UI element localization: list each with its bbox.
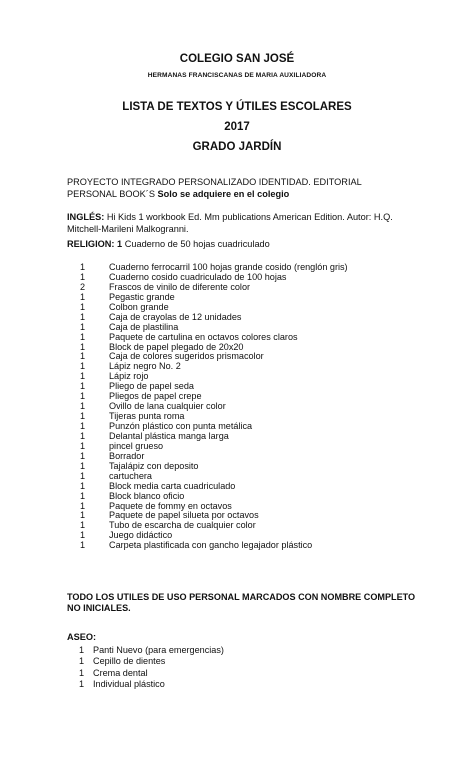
- religion-label: RELIGION:: [67, 239, 115, 249]
- list-item: [0, 501, 474, 511]
- list-item: [0, 668, 474, 679]
- list-item: [0, 421, 474, 431]
- item-quantity: 1: [80, 460, 86, 471]
- list-item: [0, 342, 474, 352]
- item-description: Lápiz rojo: [109, 371, 149, 382]
- item-description: Tajalápiz con deposito: [109, 460, 199, 471]
- item-description: Cuaderno cosido cuadriculado de 100 hojas: [109, 271, 287, 282]
- school-name: COLEGIO SAN JOSÉ: [179, 53, 295, 65]
- item-description: Punzón plástico con punta metálica: [109, 421, 253, 431]
- item-description: Borrador: [109, 450, 145, 461]
- item-quantity: 1: [80, 291, 86, 302]
- list-item: [0, 272, 474, 282]
- congregation-name: HERMANAS FRANCISCANAS DE MARIA AUXILIADORA: [147, 72, 327, 79]
- item-quantity: 2: [80, 281, 86, 292]
- list-item: [0, 262, 474, 272]
- list-item: [0, 401, 474, 411]
- list-item: [0, 302, 474, 312]
- list-item: [0, 431, 474, 441]
- item-description: Individual plástico: [93, 679, 165, 690]
- english-paragraph: [67, 212, 412, 235]
- list-item: [0, 530, 474, 540]
- list-item: [0, 371, 474, 381]
- item-description: Lápiz negro No. 2: [109, 361, 181, 372]
- item-description: Paquete de fommy en octavos: [109, 500, 232, 511]
- list-item: [0, 645, 474, 656]
- item-quantity: 1: [80, 450, 86, 461]
- list-item: [0, 411, 474, 421]
- item-description: Paquete de papel silueta por octavos: [109, 510, 259, 521]
- item-quantity: 1: [79, 679, 85, 690]
- item-quantity: 1: [80, 500, 86, 511]
- item-description: Pliego de papel seda: [109, 381, 194, 392]
- item-quantity: 1: [79, 645, 85, 655]
- item-quantity: 1: [80, 430, 86, 441]
- list-item: [0, 471, 474, 481]
- item-quantity: 1: [79, 667, 85, 678]
- list-item: [0, 481, 474, 491]
- item-quantity: 1: [80, 530, 86, 541]
- item-quantity: 1: [80, 520, 86, 531]
- list-item: [0, 656, 474, 667]
- item-description: Tubo de escarcha de cualquier color: [109, 520, 256, 531]
- item-description: Paquete de cartulina en octavos colores claros: [109, 331, 298, 342]
- item-quantity: 1: [80, 510, 86, 521]
- item-description: Crema dental: [93, 667, 148, 678]
- item-quantity: 1: [80, 341, 86, 352]
- item-description: Colbon grande: [109, 301, 169, 312]
- item-quantity: 1: [80, 490, 86, 501]
- list-item: [0, 351, 474, 361]
- item-description: Caja de crayolas de 12 unidades: [109, 311, 242, 322]
- item-description: Cuaderno ferrocarril 100 hojas grande cosido (renglón gris): [109, 262, 348, 272]
- project-note: Solo se adquiere en el colegio: [157, 188, 290, 199]
- item-quantity: 1: [80, 540, 86, 551]
- aseo-title: ASEO:: [67, 632, 97, 642]
- item-quantity: 1: [80, 311, 86, 322]
- item-quantity: 1: [80, 271, 86, 282]
- item-quantity: 1: [80, 381, 86, 392]
- item-quantity: 1: [80, 331, 86, 342]
- item-description: Block media carta cuadriculado: [109, 480, 236, 491]
- item-description: Block blanco oficio: [109, 490, 185, 501]
- list-item: [0, 312, 474, 322]
- item-description: Tijeras punta roma: [109, 411, 185, 422]
- project-paragraph: [67, 177, 412, 200]
- item-description: Panti Nuevo (para emergencias): [93, 645, 224, 655]
- list-item: [0, 391, 474, 401]
- item-description: Cepillo de dientes: [93, 656, 166, 667]
- item-quantity: 1: [80, 421, 86, 431]
- list-item: [0, 679, 474, 690]
- item-description: Caja de colores sugeridos prismacolor: [109, 351, 264, 362]
- school-year: 2017: [224, 121, 250, 133]
- item-quantity: 1: [80, 391, 86, 402]
- list-item: [0, 332, 474, 342]
- list-item: [0, 520, 474, 530]
- list-item: [0, 491, 474, 501]
- item-quantity: 1: [80, 361, 86, 372]
- marking-note: TODO LOS UTILES DE USO PERSONAL MARCADOS CON NOMBRE COMPLETO NO INICIALES.: [67, 592, 416, 614]
- item-description: Frascos de vinilo de diferente color: [109, 281, 251, 292]
- item-quantity: 1: [80, 301, 86, 312]
- item-quantity: 1: [80, 440, 86, 451]
- item-description: cartuchera: [109, 470, 152, 481]
- item-description: pincel grueso: [109, 440, 164, 451]
- religion-text: Cuaderno de 50 hojas cuadriculado: [122, 239, 270, 249]
- supply-list: [0, 262, 474, 550]
- religion-qty: 1: [117, 239, 123, 249]
- list-item: [0, 461, 474, 471]
- item-description: Ovillo de lana cualquier color: [109, 401, 226, 412]
- item-quantity: 1: [80, 351, 86, 362]
- project-text: PROYECTO INTEGRADO PERSONALIZADO IDENTIDAD. EDITORIAL PERSONAL BOOK´S: [67, 177, 362, 199]
- grade-title: GRADO JARDÍN: [192, 141, 282, 153]
- list-item: [0, 322, 474, 332]
- list-item: [0, 282, 474, 292]
- item-description: Block de papel plegado de 20x20: [109, 341, 244, 352]
- religion-paragraph: [67, 239, 412, 251]
- item-quantity: 1: [80, 480, 86, 491]
- item-description: Caja de plastilina: [109, 321, 179, 332]
- item-description: Carpeta plastificada con gancho legajador plástico: [109, 540, 313, 551]
- item-quantity: 1: [80, 470, 86, 481]
- item-description: Pegastic grande: [109, 291, 175, 302]
- list-item: [0, 441, 474, 451]
- item-quantity: 1: [80, 262, 86, 272]
- item-description: Delantal plástica manga larga: [109, 430, 229, 441]
- english-label: INGLÉS:: [67, 212, 105, 222]
- item-quantity: 1: [80, 401, 86, 412]
- list-item: [0, 361, 474, 371]
- list-item: [0, 540, 474, 550]
- item-quantity: 1: [80, 411, 86, 422]
- item-quantity: 1: [80, 371, 86, 382]
- item-quantity: 1: [79, 656, 85, 667]
- item-description: Juego didáctico: [109, 530, 173, 541]
- aseo-list: [0, 645, 474, 691]
- list-item: [0, 292, 474, 302]
- list-item: [0, 381, 474, 391]
- item-quantity: 1: [80, 321, 86, 332]
- list-title: LISTA DE TEXTOS Y ÚTILES ESCOLARES: [122, 101, 352, 113]
- list-item: [0, 510, 474, 520]
- item-description: Pliegos de papel crepe: [109, 391, 202, 402]
- english-text: Hi Kids 1 workbook Ed. Mm publications American Edition. Autor: H.Q. Mitchell-Marileni Malkogranni.: [67, 212, 393, 234]
- list-item: [0, 451, 474, 461]
